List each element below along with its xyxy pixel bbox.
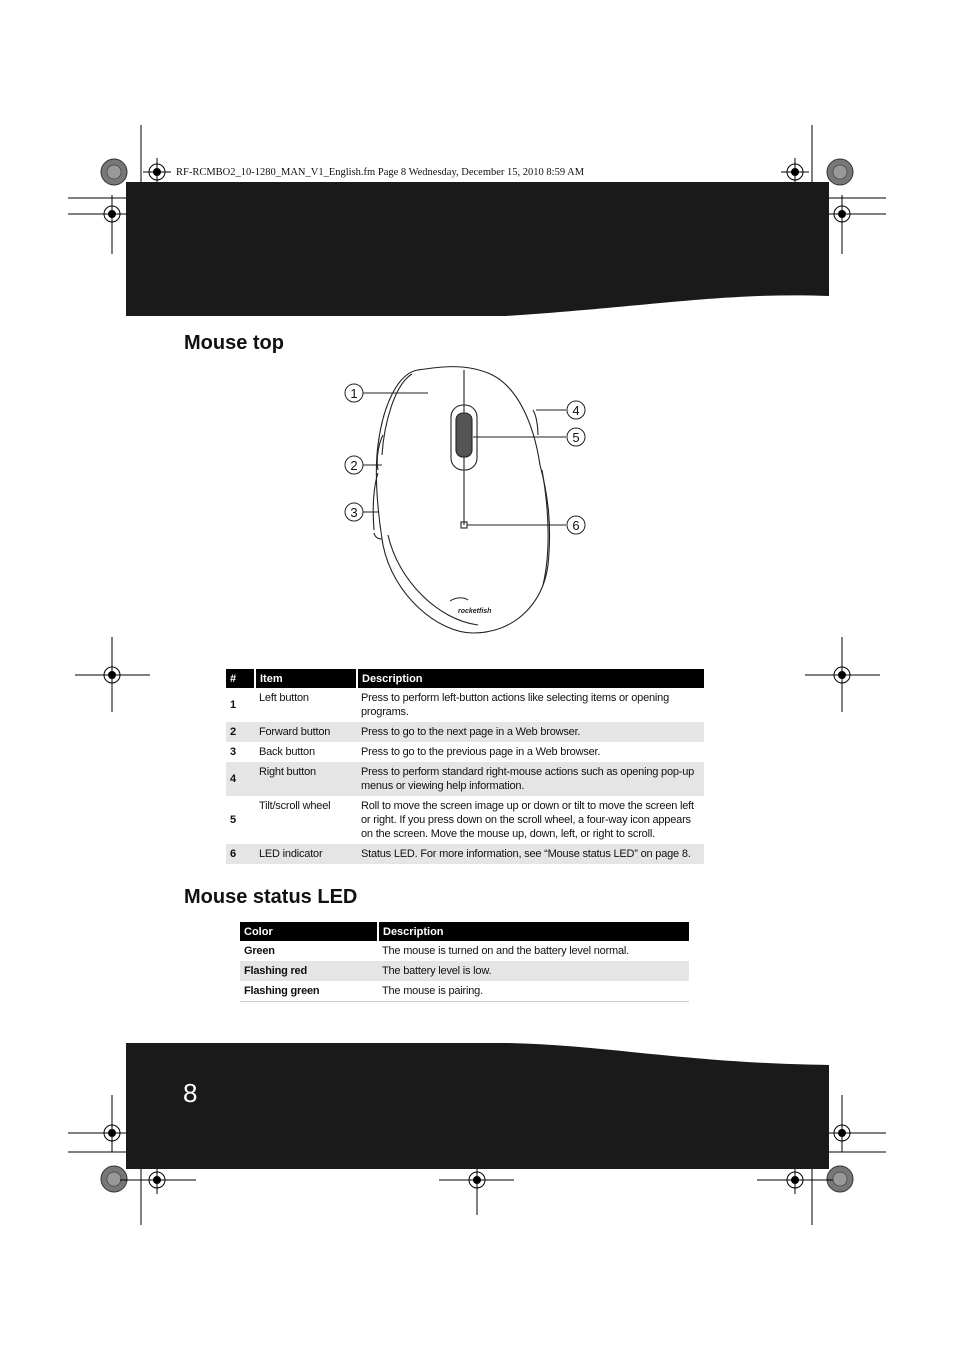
row-color: Green xyxy=(244,945,275,957)
header-description: Description xyxy=(357,669,704,688)
logo-swoosh-icon xyxy=(450,598,468,601)
callout-1: 1 xyxy=(350,386,358,401)
row-desc: Press to go to the next page in a Web browser. xyxy=(357,722,704,742)
row-item: Right button xyxy=(255,762,357,796)
row-num: 5 xyxy=(230,814,236,826)
row-desc: Roll to move the screen image up or down or tilt to move the screen left or right. If you press down on the scroll wheel, a four-way icon appears on the screen. Move the mouse up, down, left, or right to scroll. xyxy=(361,800,694,840)
callout-4: 4 xyxy=(572,403,580,418)
row-item: Back button xyxy=(259,746,315,758)
table-row xyxy=(226,688,704,722)
row-num: 2 xyxy=(226,722,255,742)
items-table xyxy=(226,669,704,864)
callout-6: 6 xyxy=(572,518,580,533)
row-num: 3 xyxy=(230,746,236,758)
table-row xyxy=(226,722,704,742)
callout-5: 5 xyxy=(572,430,580,445)
row-desc: The mouse is turned on and the battery level normal. xyxy=(382,945,630,957)
table-row xyxy=(240,941,689,961)
section-heading-mouse-top: Mouse top xyxy=(184,332,284,354)
row-color: Flashing red xyxy=(240,961,378,981)
led-status-table xyxy=(240,922,689,1002)
row-desc: Press to perform standard right-mouse actions such as opening pop-up menus or viewing help information. xyxy=(357,762,704,796)
header-num: # xyxy=(226,669,255,688)
row-num: 6 xyxy=(226,844,255,864)
table-row xyxy=(240,961,689,981)
header-item: Item xyxy=(255,669,357,688)
header-color: Color xyxy=(240,922,378,941)
row-num: 4 xyxy=(226,762,255,796)
row-item: LED indicator xyxy=(255,844,357,864)
row-desc: Press to go to the previous page in a Web browser. xyxy=(361,746,601,758)
row-item: Tilt/scroll wheel xyxy=(259,800,331,812)
row-desc: Status LED. For more information, see “Mouse status LED” on page 8. xyxy=(357,844,704,864)
page-number: 8 xyxy=(183,1078,198,1108)
row-desc: Press to perform left-button actions like selecting items or opening programs. xyxy=(361,692,669,718)
row-desc: The mouse is pairing. xyxy=(378,981,689,1002)
section-heading-mouse-status-led: Mouse status LED xyxy=(184,886,358,908)
callout-3: 3 xyxy=(350,505,358,520)
table-row xyxy=(240,981,689,1002)
row-item: Forward button xyxy=(255,722,357,742)
table-header-row xyxy=(240,922,689,941)
table-row xyxy=(226,762,704,796)
callout-2: 2 xyxy=(350,458,358,473)
header-description: Description xyxy=(378,922,689,941)
row-desc: The battery level is low. xyxy=(378,961,689,981)
table-row xyxy=(226,844,704,864)
row-item: Left button xyxy=(259,692,309,704)
print-header: RF-RCMBO2_10-1280_MAN_V1_English.fm Page 8 Wednesday, December 15, 2010 8:59 AM xyxy=(176,167,585,178)
rocketfish-logo: rocketfish xyxy=(458,608,492,615)
header-band xyxy=(126,182,829,318)
footer-band xyxy=(126,1043,829,1170)
row-num: 1 xyxy=(230,699,236,711)
mouse-top-diagram xyxy=(338,365,598,640)
table-header-row xyxy=(226,669,704,688)
table-row xyxy=(226,742,704,762)
table-row xyxy=(226,796,704,844)
row-color: Flashing green xyxy=(240,981,378,1002)
